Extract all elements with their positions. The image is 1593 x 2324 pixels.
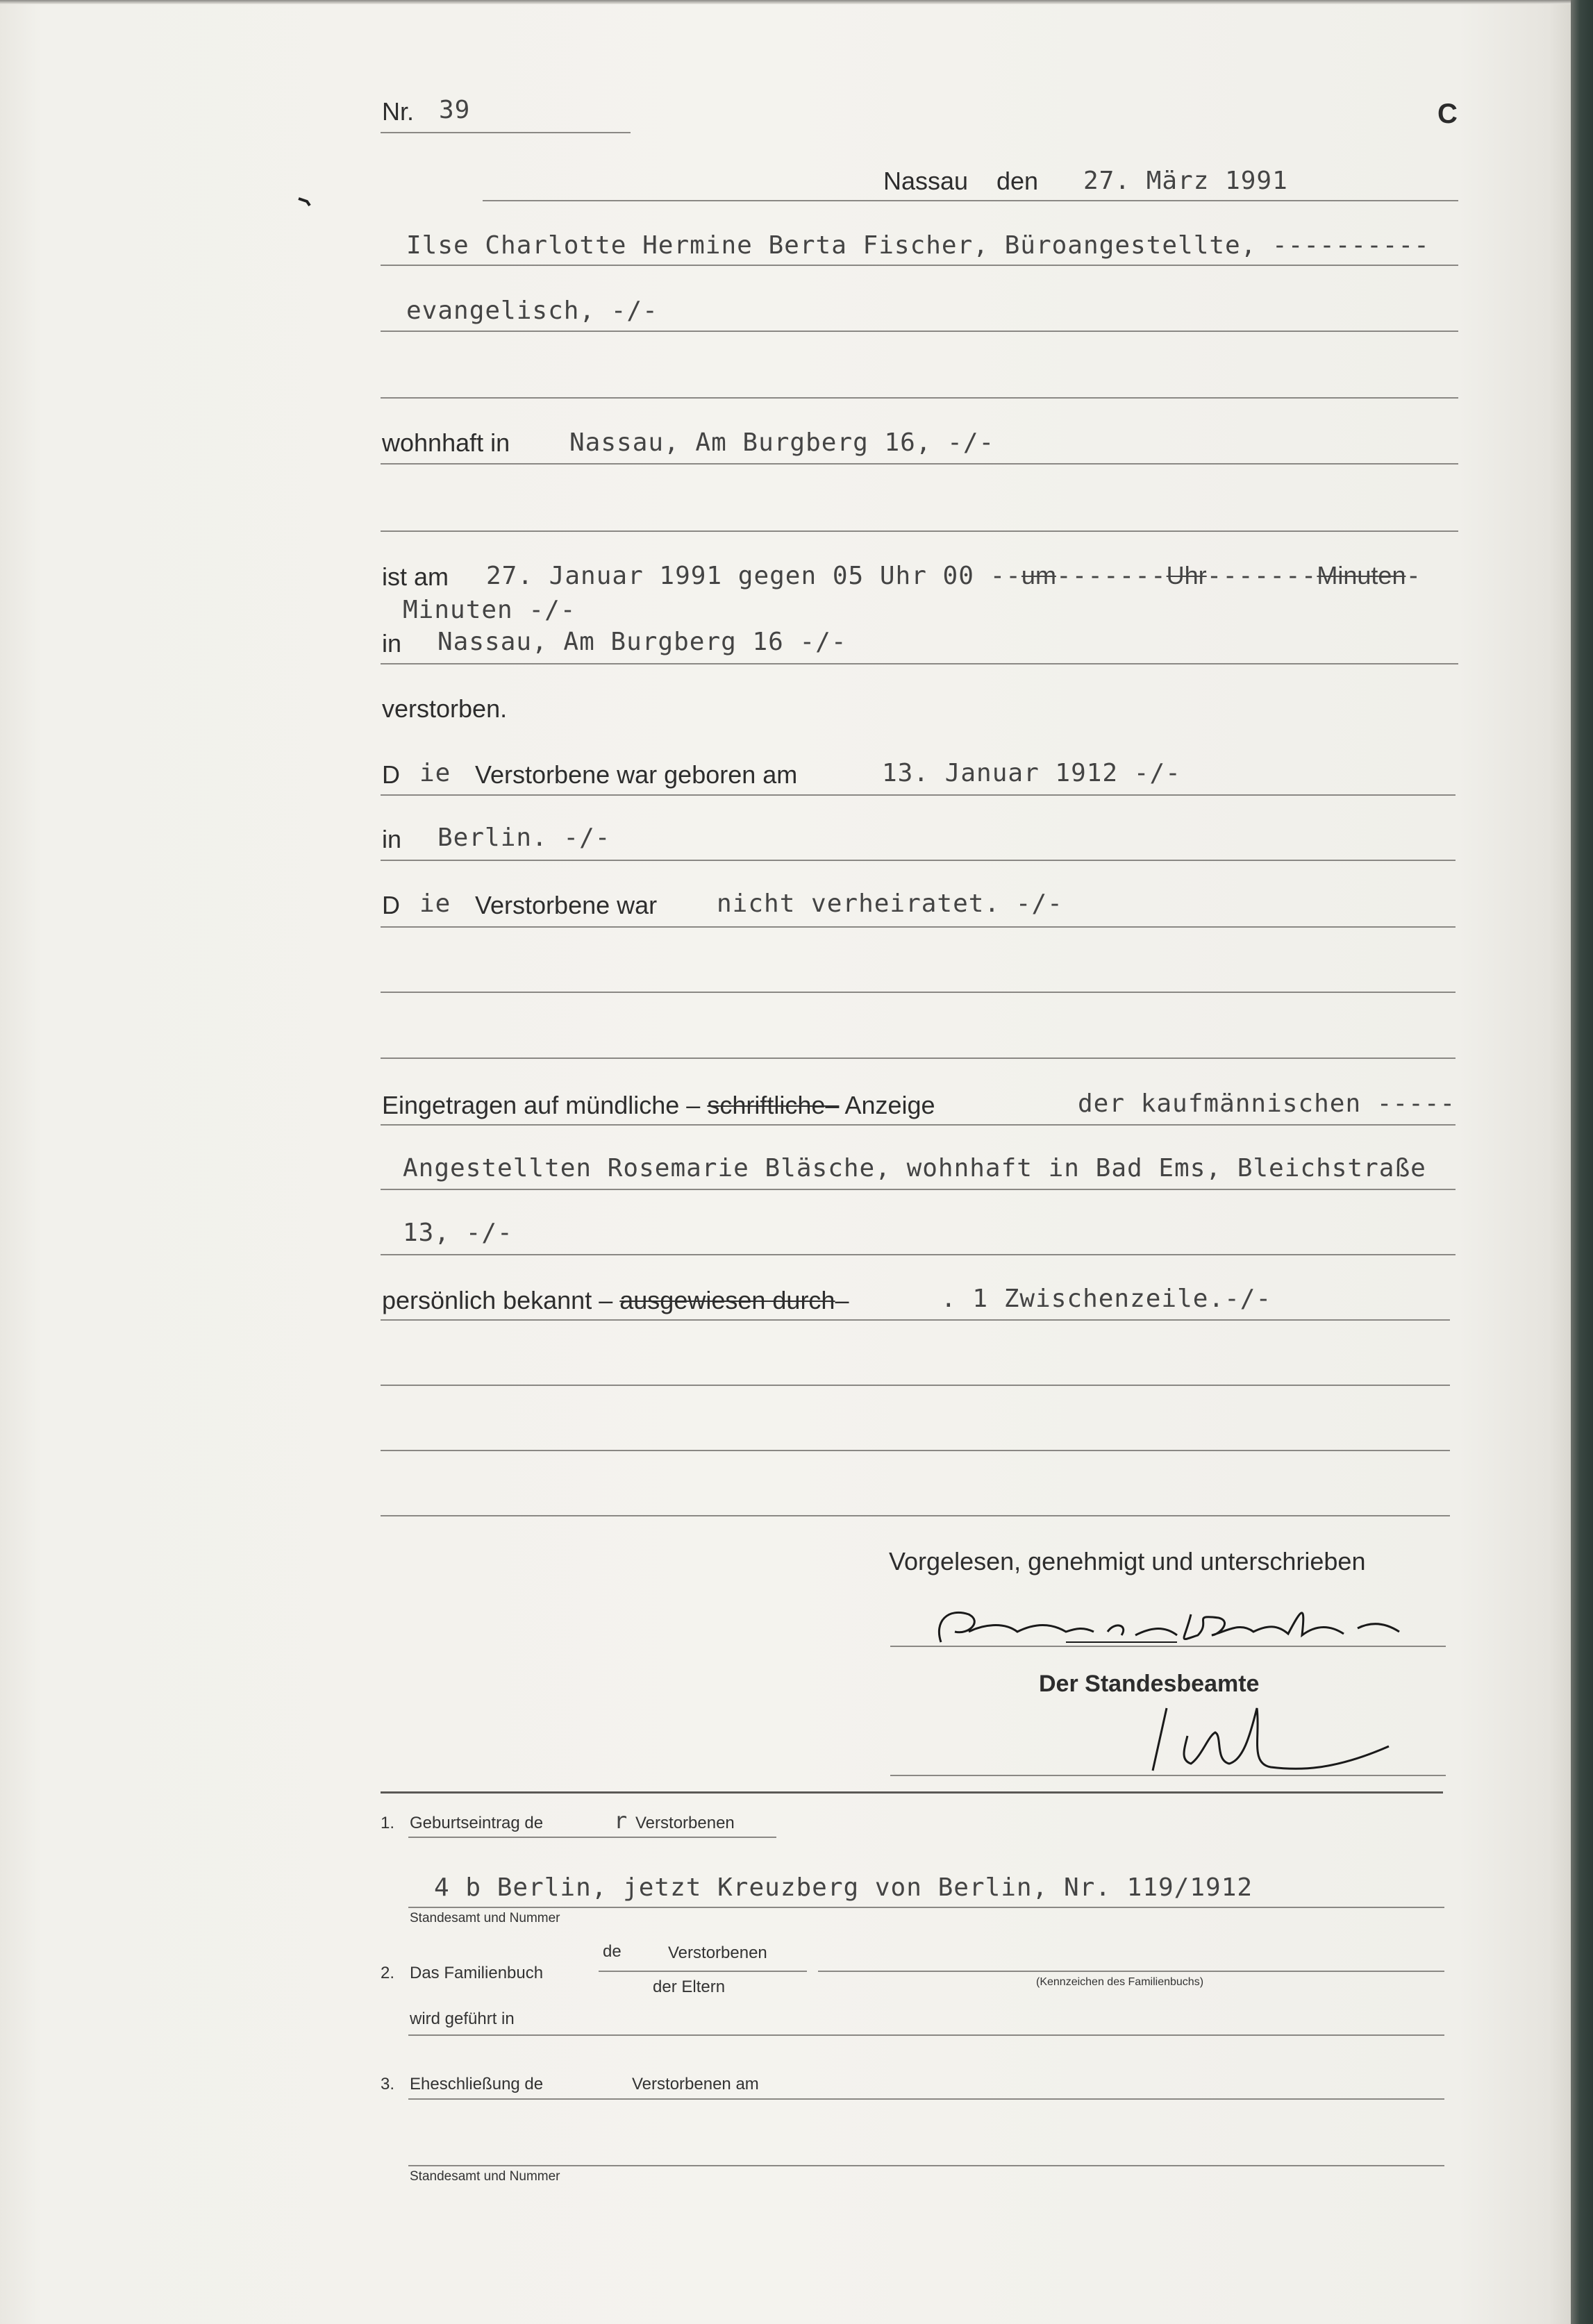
item3-number: 3.	[381, 2075, 395, 2093]
corner-letter: C	[1437, 99, 1458, 129]
item3-label: Eheschließung de	[410, 2075, 544, 2093]
den-label: den	[996, 167, 1039, 195]
book-binding	[1571, 0, 1593, 2324]
birth-d-label: D	[382, 760, 400, 789]
ist-am-label: ist am	[382, 562, 449, 591]
struck-minuten: Minuten	[1317, 561, 1406, 590]
margin-tick-mark	[297, 196, 314, 207]
birth-date: 13. Januar 1912 -/-	[882, 759, 1181, 787]
item1-standesamt-label: Standesamt und Nummer	[410, 1911, 560, 1925]
birth-register-entry: 4 b Berlin, jetzt Kreuzberg von Berlin, Nr. 119/1912	[434, 1873, 1253, 1902]
marital-d-label: D	[382, 891, 400, 919]
blank-rule-2	[381, 530, 1458, 532]
page-top-edge	[0, 0, 1571, 4]
registration-rule-3	[381, 1254, 1456, 1255]
verstorben-label: verstorben.	[382, 694, 508, 723]
item2-option-parents: der Eltern	[653, 1978, 726, 1996]
item3-suffix: Verstorbenen am	[632, 2075, 759, 2093]
blank-rule-3	[381, 992, 1456, 993]
marital-label: Verstorbene war	[475, 891, 658, 919]
religion-rule	[381, 331, 1458, 332]
item1-r: r	[614, 1807, 628, 1834]
footnote-separator	[381, 1791, 1443, 1794]
name-rule	[381, 265, 1458, 266]
death-in-label: in	[382, 629, 402, 658]
item2-option-deceased: Verstorbenen	[668, 1943, 767, 1962]
death-place-rule	[381, 663, 1458, 664]
residence-value: Nassau, Am Burgberg 16, -/-	[569, 428, 995, 457]
item2-value-rule	[818, 1971, 1444, 1972]
informant-line-1: der kaufmännischen -----	[1078, 1089, 1456, 1118]
read-approved-label: Vorgelesen, genehmigt und unterschrieben	[889, 1547, 1366, 1575]
place-label: Nassau	[883, 167, 969, 195]
birth-ie: ie	[419, 759, 451, 787]
item3-value-rule	[408, 2098, 1444, 2100]
date-rule	[483, 200, 1458, 201]
item2-number: 2.	[381, 1964, 395, 1982]
item2-label: Das Familienbuch	[410, 1964, 544, 1982]
struck-schriftliche: schriftliche–	[707, 1091, 840, 1119]
item2-de: de	[603, 1942, 622, 1961]
item2-fraction-rule	[599, 1971, 807, 1972]
item1-suffix: Verstorbenen	[635, 1814, 735, 1832]
item2-place-rule	[408, 2034, 1444, 2036]
born-label: Verstorbene war geboren am	[475, 760, 798, 789]
registrar-signature	[1111, 1694, 1403, 1784]
deceased-name: Ilse Charlotte Hermine Berta Fischer, Büroangestellte, ----------	[406, 231, 1430, 260]
item1-label-rule	[408, 1837, 776, 1838]
blank-rule-7	[381, 1515, 1450, 1516]
marital-value: nicht verheiratet. -/-	[717, 889, 1063, 918]
registration-rule-2	[381, 1189, 1456, 1190]
item1-number: 1.	[381, 1814, 395, 1832]
struck-ausgewiesen: ausgewiesen durch	[619, 1286, 835, 1314]
birth-in-label: in	[382, 825, 402, 853]
known-line: persönlich bekannt – ausgewiesen durch–	[382, 1286, 849, 1314]
item3-standesamt-label: Standesamt und Nummer	[410, 2169, 560, 2184]
registration-rule-1	[381, 1124, 1456, 1126]
blank-rule-6	[381, 1450, 1450, 1451]
marital-ie: ie	[419, 889, 451, 918]
item2-kennzeichen-label: (Kennzeichen des Familienbuchs)	[1036, 1976, 1204, 1988]
death-datetime: 27. Januar 1991 gegen 05 Uhr 00 --um-------Uhr-------Minuten-	[486, 561, 1422, 590]
item1-value-rule	[408, 1907, 1444, 1908]
blank-rule-4	[381, 1057, 1456, 1059]
informant-line-3: 13, -/-	[403, 1219, 513, 1247]
nr-rule	[381, 132, 631, 133]
item3-standesamt-rule	[408, 2165, 1444, 2166]
residence-label: wohnhaft in	[382, 428, 510, 457]
birth-date-rule	[381, 794, 1456, 796]
informant-line-2: Angestellten Rosemarie Bläsche, wohnhaft in Bad Ems, Bleichstraße	[403, 1154, 1426, 1182]
registrar-signature-rule	[890, 1775, 1446, 1776]
informant-signature-rule	[890, 1646, 1446, 1647]
nr-value: 39	[439, 96, 471, 124]
birth-place-rule	[381, 860, 1456, 861]
minuten-line: Minuten -/-	[403, 596, 576, 624]
residence-rule	[381, 463, 1458, 465]
death-place: Nassau, Am Burgberg 16 -/-	[437, 628, 847, 656]
blank-rule-5	[381, 1385, 1450, 1386]
blank-rule-1	[381, 397, 1458, 399]
religion: evangelisch, -/-	[406, 296, 658, 325]
record-date: 27. März 1991	[1083, 167, 1288, 195]
nr-label: Nr.	[382, 97, 415, 126]
birth-place: Berlin. -/-	[437, 824, 611, 852]
registration-line: Eingetragen auf mündliche – schriftliche– Anzeige	[382, 1091, 935, 1119]
marital-rule	[381, 926, 1456, 928]
known-rule	[381, 1319, 1450, 1321]
struck-um: um	[1021, 561, 1056, 590]
item1-label: Geburtseintrag de	[410, 1814, 544, 1832]
interlinear-note: . 1 Zwischenzeile.-/-	[941, 1285, 1272, 1313]
registrar-label: Der Standesbeamte	[1039, 1671, 1260, 1697]
struck-uhr: Uhr	[1166, 561, 1207, 590]
item2-fuehrt-label: wird geführt in	[410, 2009, 515, 2028]
